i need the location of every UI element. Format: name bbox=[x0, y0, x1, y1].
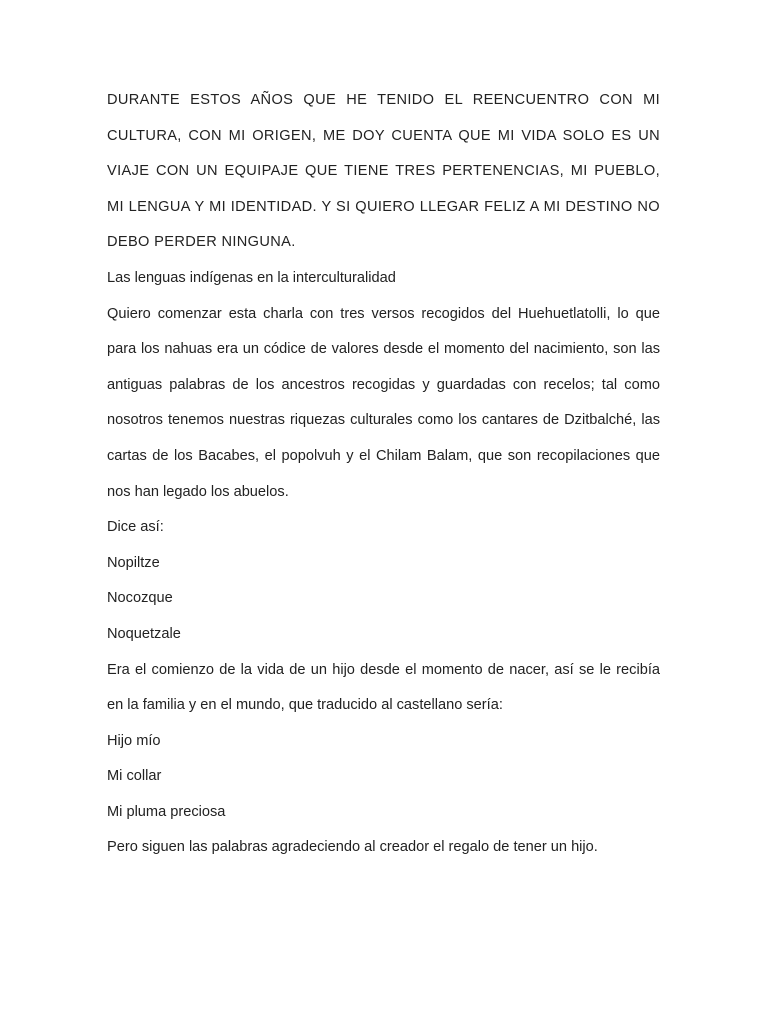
verse-line-nahuatl: Nopiltze bbox=[107, 554, 160, 571]
body-paragraph: Quiero comenzar esta charla con tres versos recogidos del Huehuetlatolli, lo que para los nahuas era un códice de valores desde el momento del nacimiento, son las antiguas palabras de los ancestros recogidas y guardadas con recelos; tal como nosotros tenemos nuestras riquezas culturales como los cantares de Dzitbalché, las cartas de los Bacabes, el popolvuh y el Chilam Balam, que son recopilaciones que nos han legado los abuelos. bbox=[107, 305, 660, 500]
section-heading: Las lenguas indígenas en la interculturalidad bbox=[107, 269, 396, 286]
verse-line-spanish: Mi collar bbox=[107, 768, 162, 785]
verse-line-nahuatl: Nocozque bbox=[107, 590, 173, 607]
document-page bbox=[107, 83, 660, 866]
verse-line-spanish: Mi pluma preciosa bbox=[107, 803, 226, 820]
verse-line-nahuatl: Noquetzale bbox=[107, 625, 181, 642]
verse-line-spanish: Hijo mío bbox=[107, 732, 161, 749]
verse-intro: Dice así: bbox=[107, 519, 164, 536]
closing-paragraph: Pero siguen las palabras agradeciendo al creador el regalo de tener un hijo. bbox=[107, 839, 598, 856]
intro-paragraph: DURANTE ESTOS AÑOS QUE HE TENIDO EL REENCUENTRO CON MI CULTURA, CON MI ORIGEN, ME DOY CUENTA QUE MI VIDA SOLO ES UN VIAJE CON UN EQUIPAJE QUE TIENE TRES PERTENENCIAS, MI PUEBLO, MI LENGUA Y MI IDENTIDAD. Y SI QUIERO LLEGAR FELIZ A MI DESTINO NO DEBO PERDER NINGUNA. bbox=[107, 92, 660, 251]
body-paragraph: Era el comienzo de la vida de un hijo desde el momento de nacer, así se le recibía en la familia y en el mundo, que traducido al castellano sería: bbox=[107, 661, 660, 714]
